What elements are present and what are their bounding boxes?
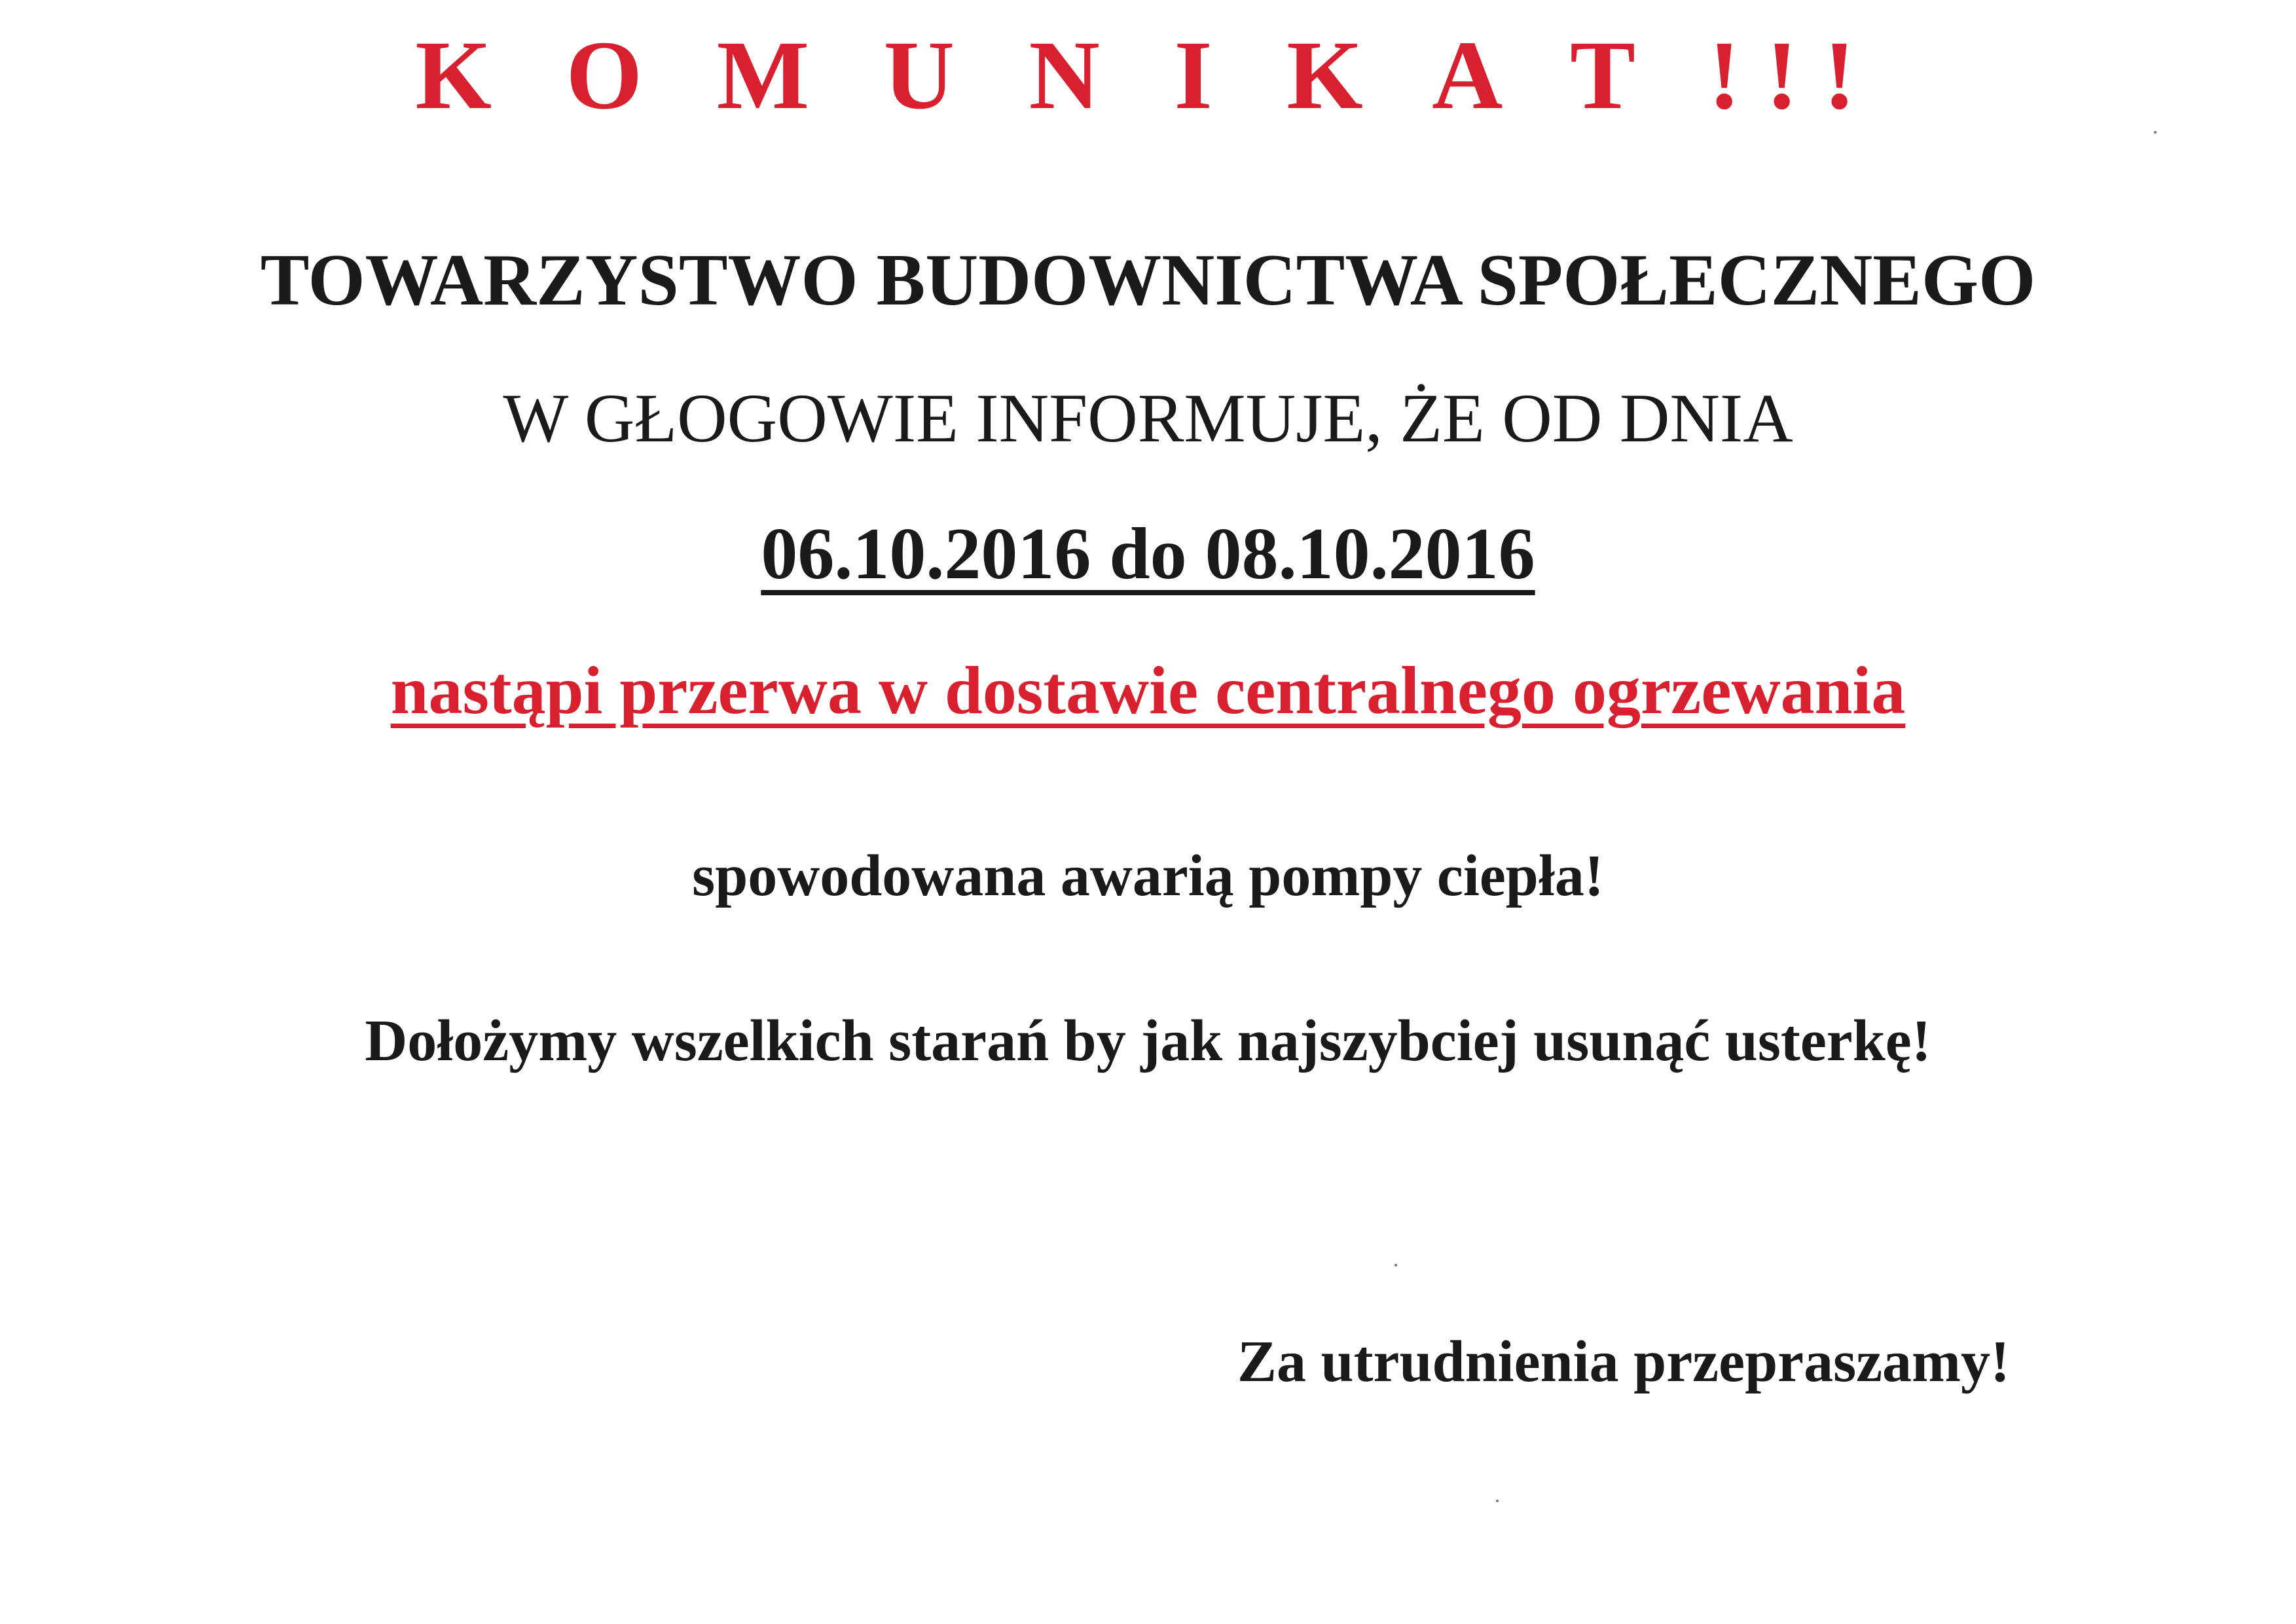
date-range: 06.10.2016 do 08.10.2016 [761, 513, 1535, 595]
repair-effort-statement: Dołożymy wszelkich starań by jak najszybciej usunąć usterkę! [365, 1008, 1931, 1073]
scan-speck [1394, 1264, 1397, 1266]
cause-statement: spowodowana awarią pompy ciepła! [692, 843, 1604, 908]
scan-speck [2154, 131, 2157, 134]
scan-speck [1496, 1500, 1499, 1502]
city-announcement-line: W GŁOGOWIE INFORMUJE, ŻE OD DNIA [503, 380, 1793, 456]
apology-statement: Za utrudnienia przepraszamy! [1237, 1329, 2010, 1394]
notice-title: K O M U N I K A T !!! [415, 21, 1881, 130]
organization-name: TOWARZYSTWO BUDOWNICTWA SPOŁECZNEGO [260, 240, 2036, 321]
heating-interruption-notice: nastąpi przerwa w dostawie centralnego ogrzewania [390, 653, 1906, 728]
